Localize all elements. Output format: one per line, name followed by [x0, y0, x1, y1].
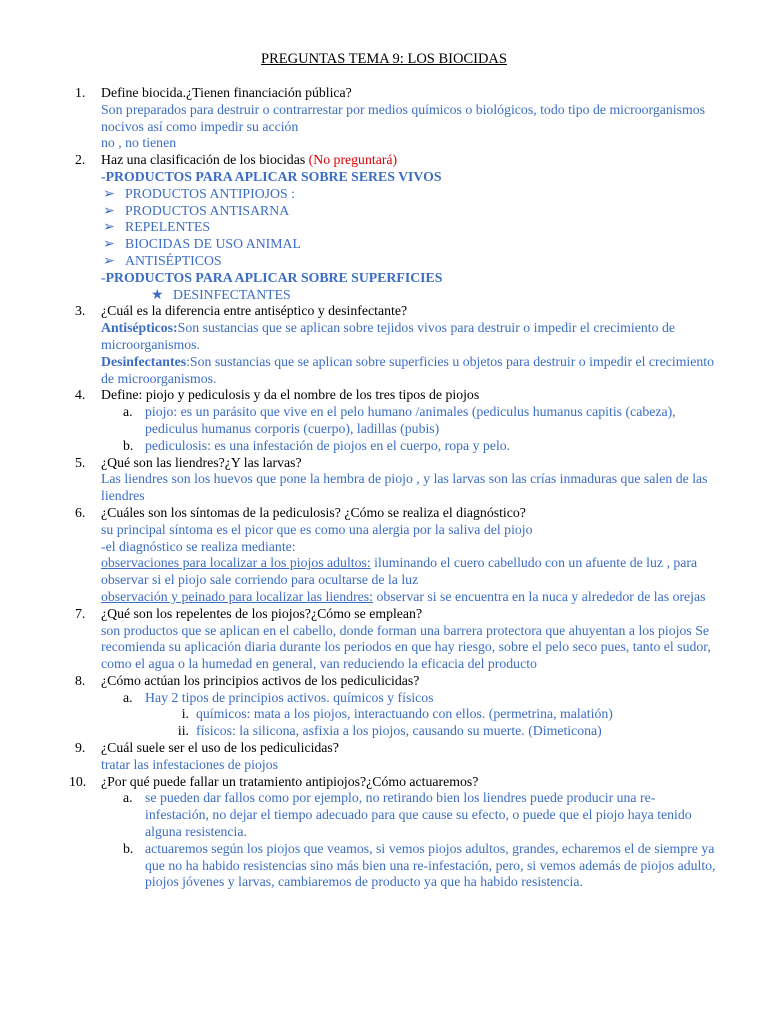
- answer-3-antisepticos: [79, 320, 719, 354]
- question-10: [69, 773, 719, 791]
- list-item: ➢ BIOCIDAS DE USO ANIMAL: [103, 236, 301, 252]
- answer-9: tratar las infestaciones de piojos: [101, 756, 279, 772]
- question-number: 1.: [75, 85, 86, 100]
- definition: :Son sustancias que se aplican sobre superficies u objetos para destruir o impedir el crecimiento de microorganismos.: [101, 353, 715, 386]
- term: Antisépticos:: [101, 320, 178, 336]
- question-text: ¿Por qué puede fallar un tratamiento antipiojos?¿Cómo actuaremos?: [101, 773, 479, 789]
- question-list: [69, 85, 719, 891]
- sub-answer: b. actuaremos según los piojos que veamos, si vemos piojos adultos, grandes, echaremos el de siempre ya que no ha habido resistencias sino más bien una re-infestación, pero, si vemos además de piojos adulto, piojos jóvenes y larvas, cambiaremos de producto ya que ha habido resistencia.: [123, 840, 716, 890]
- sub-answer: a. Hay 2 tipos de principios activos. químicos y físicos: [123, 689, 434, 705]
- question-number: 6.: [75, 504, 86, 520]
- answer-5: Las liendres son los huevos que pone la hembra de piojo , y las larvas son las crías inmaduras que salen de las liendres: [101, 471, 708, 504]
- sub-answer: a. piojo: es un parásito que vive en el pelo humano /animales (pediculus humanus capitis (cabeza), pediculus humanus corporis (cuerpo), ladillas (pubis): [123, 404, 676, 436]
- list-item: ➢ REPELENTES: [103, 219, 211, 235]
- group-heading-living: -PRODUCTOS PARA APLICAR SOBRE SERES VIVOS: [101, 168, 442, 184]
- answer-7: son productos que se aplican en el cabello, donde forman una barrera protectora que ahuyentan a los piojos Se recomienda su aplicación diaria durante los periodos en que hay riesgo, sobre el pelo seco pues, tanto el sudor, como el agua o la humedad en general, van reduciendo la eficacia del producto: [101, 622, 711, 672]
- list-item: ★ DESINFECTANTES: [151, 286, 291, 302]
- answer-6-method-2: observación y peinado para localizar las liendres: observar si se encuentra en la nuca y alrededor de las orejas: [101, 588, 706, 604]
- question-number: 8.: [75, 672, 86, 688]
- sub-sub-answer: ii. físicos: la silicona, asfixia a los piojos, causando su muerte. (Dimeticona): [177, 723, 602, 739]
- question-text: ¿Cuál suele ser el uso de los pediculicidas?: [101, 740, 339, 756]
- question-text: ¿Cuáles son los síntomas de la pediculosis? ¿Cómo se realiza el diagnóstico?: [101, 504, 526, 520]
- answer-1-text: Son preparados para destruir o contrarrestar por medios químicos o biológicos, todo tipo de microorganismos nocivos así como impedir su acción: [101, 101, 705, 134]
- question-4: [75, 387, 719, 404]
- question-6: [75, 504, 719, 522]
- question-text: Define biocida.¿Tienen financiación pública?: [101, 85, 352, 100]
- question-text: ¿Qué son las liendres?¿Y las larvas?: [101, 454, 302, 470]
- question-number: 10.: [69, 773, 87, 789]
- sub-sub-answer: i. químicos: mata a los piojos, interactuando con ellos. (permetrina, malatión): [181, 706, 613, 722]
- question-text: ¿Qué son los repelentes de los piojos?¿Cómo se emplean?: [101, 605, 423, 621]
- list-item: ➢ PRODUCTOS ANTISARNA: [103, 202, 290, 218]
- question-2: [75, 152, 719, 169]
- answer-6-diagnosis: -el diagnóstico se realiza mediante:: [101, 538, 296, 554]
- sub-answer: a. se pueden dar fallos como por ejemplo, no retirando bien los liendres puede producir una re-infestación, no dejar el tiempo adecuado para que cause su efecto, o puede que el piojo haya tenido alguna resistencia.: [123, 790, 692, 840]
- arrow-bullet-icon: ➢: [103, 185, 115, 201]
- question-text: Define: piojo y pediculosis y da el nombre de los tres tipos de piojos: [101, 387, 480, 403]
- question-number: 4.: [75, 387, 86, 403]
- arrow-bullet-icon: ➢: [103, 219, 115, 235]
- question-5: [75, 454, 719, 472]
- answer-3-desinfectantes: [79, 354, 719, 388]
- arrow-bullet-icon: ➢: [103, 202, 115, 218]
- list-item: ➢ ANTISÉPTICOS: [103, 252, 222, 268]
- question-9: [75, 740, 719, 757]
- arrow-bullet-icon: ➢: [103, 236, 115, 252]
- page-title: PREGUNTAS TEMA 9: LOS BIOCIDAS: [261, 51, 507, 67]
- question-number: 7.: [75, 605, 86, 621]
- group-heading-surfaces: -PRODUCTOS PARA APLICAR SOBRE SUPERFICIES: [101, 269, 443, 285]
- question-number: 5.: [75, 454, 86, 470]
- question-number: 2.: [75, 152, 86, 168]
- arrow-bullet-icon: ➢: [103, 252, 115, 268]
- term: Desinfectantes: [101, 353, 187, 369]
- answer-6-symptom: su principal síntoma es el picor que es como una alergia por la saliva del piojo: [101, 521, 533, 537]
- question-3: [75, 303, 719, 320]
- question-number: 3.: [75, 303, 86, 319]
- question-8: [75, 672, 719, 690]
- definition: Son sustancias que se aplican sobre tejidos vivos para destruir o impedir el crecimiento de microorganismos.: [101, 320, 675, 352]
- question-text: ¿Cuál es la diferencia entre antiséptico y desinfectante?: [101, 303, 408, 319]
- list-item: ➢ PRODUCTOS ANTIPIOJOS :: [103, 185, 295, 201]
- answer-1-short: no , no tienen: [101, 135, 177, 151]
- answer-6-method-1: observaciones para localizar a los piojos adultos: iluminando el cuero cabelludo con un afuente de luz , para observar si el piojo sale corriendo para ocultarse de la luz: [101, 555, 698, 588]
- question-1: [75, 85, 719, 102]
- question-text: Haz una clasificación de los biocidas: [101, 152, 309, 168]
- sub-answer: b. pediculosis: es una infestación de piojos en el cuerpo, ropa y pelo.: [123, 437, 511, 453]
- question-number: 9.: [75, 740, 86, 756]
- star-bullet-icon: ★: [151, 286, 164, 302]
- question-note: (No preguntará): [308, 152, 398, 168]
- question-7: [75, 605, 719, 623]
- question-text: ¿Cómo actúan los principios activos de los pediculicidas?: [101, 672, 420, 688]
